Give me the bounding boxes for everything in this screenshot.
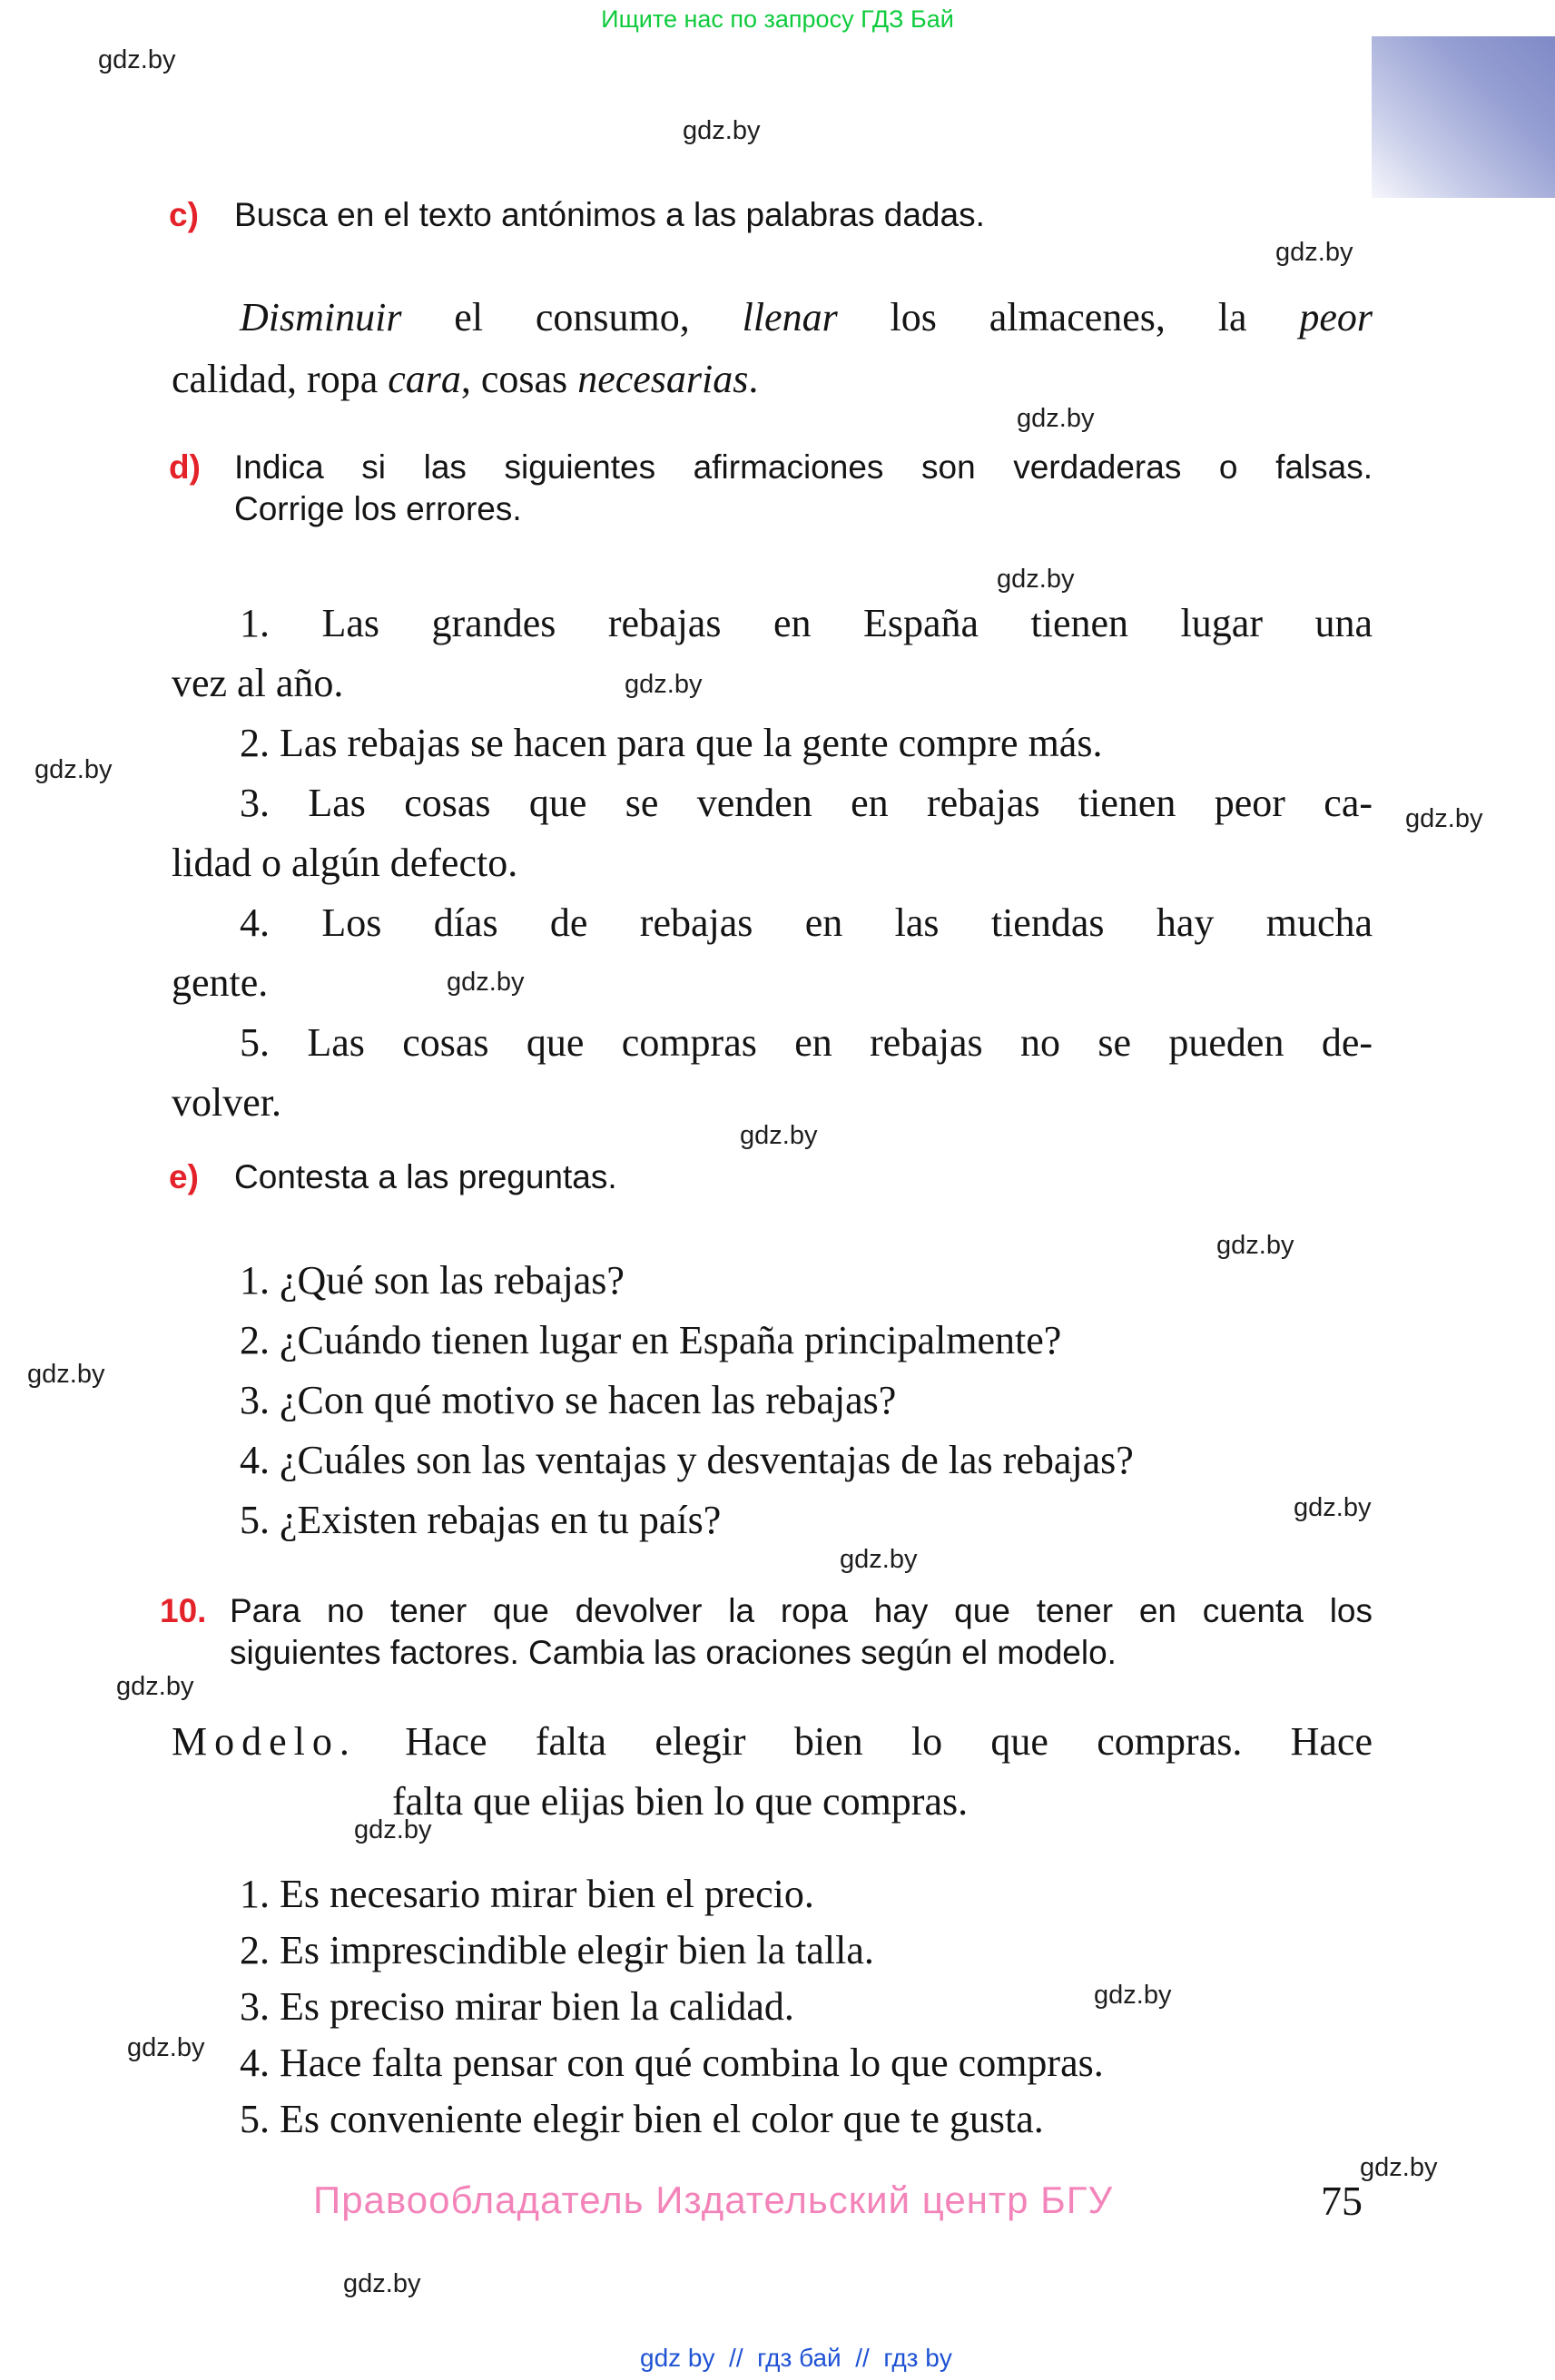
ex10-item-3: 3. Es preciso mirar bien la calidad. xyxy=(240,1984,794,2029)
gdz-watermark: gdz.by xyxy=(997,565,1075,594)
modelo-word: Modelo. xyxy=(172,1719,357,1764)
ex10-item-4: 4. Hace falta pensar con qué combina lo que compras. xyxy=(240,2041,1104,2085)
gdz-watermark: gdz.by xyxy=(840,1545,918,1574)
exercise-10-instruction-line-1: Para no tener que devolver la ropa hay que tener en cuenta los xyxy=(230,1592,1373,1629)
d-item-3-line-1: 3. Las cosas que se venden en rebajas tienen peor ca- xyxy=(240,781,1373,825)
modelo-line-2: falta que elijas bien lo que compras. xyxy=(392,1779,969,1824)
e-item-4: 4. ¿Cuáles son las ventajas y desventajas de las rebajas? xyxy=(240,1438,1134,1482)
gdz-watermark: gdz.by xyxy=(625,670,703,699)
ex10-item-5: 5. Es conveniente elegir bien el color que te gusta. xyxy=(240,2097,1044,2141)
gdz-watermark: gdz.by xyxy=(1275,238,1353,267)
gdz-watermark: gdz.by xyxy=(116,1672,194,1701)
exercise-10-instruction-line-2: siguientes factores. Cambia las oraciones según el modelo. xyxy=(230,1634,1117,1671)
exercise-10-instruction xyxy=(230,1590,1373,1674)
antonyms-line-2: calidad, ropa cara, cosas necesarias. xyxy=(172,357,759,401)
gdz-watermark: gdz.by xyxy=(34,755,113,784)
exercise-10-label: 10. xyxy=(160,1592,207,1629)
gdz-watermark: gdz.by xyxy=(127,2033,205,2062)
gdz-watermark: gdz.by xyxy=(343,2269,421,2298)
gdz-watermark: gdz.by xyxy=(354,1815,432,1844)
promo-banner-link[interactable]: Ищите нас по запросу ГДЗ Бай xyxy=(601,5,954,33)
d-item-2: 2. Las rebajas se hacen para que la gente compre más. xyxy=(240,721,1103,765)
e-item-1: 1. ¿Qué son las rebajas? xyxy=(240,1258,625,1303)
d-item-1-line-1: 1. Las grandes rebajas en España tienen lugar una xyxy=(240,601,1373,645)
e-item-5: 5. ¿Existen rebajas en tu país? xyxy=(240,1498,722,1542)
d-item-5-line-1: 5. Las cosas que compras en rebajas no se pueden de- xyxy=(240,1020,1373,1065)
gdz-watermark: gdz.by xyxy=(1017,404,1095,433)
exercise-e-list xyxy=(172,1251,1373,1550)
exercise-e-label: e) xyxy=(169,1158,199,1195)
d-item-3-line-2: lidad o algún defecto. xyxy=(172,841,518,885)
gdz-watermark: gdz.by xyxy=(740,1121,818,1150)
corner-gradient-decoration xyxy=(1372,36,1555,198)
exercise-10-list xyxy=(172,1866,1373,2148)
gdz-watermark: gdz.by xyxy=(1294,1493,1372,1522)
exercise-d-instruction-line-2: Corrige los errores. xyxy=(234,490,522,527)
page-number: 75 xyxy=(1321,2178,1363,2224)
gdz-watermark: gdz.by xyxy=(1405,804,1483,833)
exercise-d-instruction xyxy=(234,447,1373,530)
exercise-c-instruction: Busca en el texto antónimos a las palabras dadas. xyxy=(234,196,985,233)
modelo-line-1: Modelo. Hace falta elegir bien lo que compras. Hace xyxy=(172,1719,1373,1764)
e-item-3: 3. ¿Con qué motivo se hacen las rebajas? xyxy=(240,1378,897,1422)
ex10-item-2: 2. Es imprescindible elegir bien la talla. xyxy=(240,1928,874,1972)
ex10-item-1: 1. Es necesario mirar bien el precio. xyxy=(240,1872,814,1916)
bottom-links[interactable]: gdz by // гдз бай // гдз by xyxy=(640,2344,952,2372)
d-item-4-line-1: 4. Los días de rebajas en las tiendas hay mucha xyxy=(240,900,1373,945)
gdz-watermark: gdz.by xyxy=(683,116,761,145)
antonyms-line-1: Disminuir el consumo, llenar los almacenes, la peor xyxy=(240,295,1373,339)
copyright-notice: Правообладатель Издательский центр БГУ xyxy=(313,2178,1114,2221)
e-item-2: 2. ¿Cuándo tienen lugar en España principalmente? xyxy=(240,1318,1062,1362)
antonyms-paragraph xyxy=(172,287,1373,410)
exercise-d-list xyxy=(172,594,1373,1133)
gdz-watermark: gdz.by xyxy=(98,45,176,74)
gdz-watermark: gdz.by xyxy=(1360,2153,1438,2182)
d-item-5-line-2: volver. xyxy=(172,1080,281,1125)
exercise-d-label: d) xyxy=(169,448,201,486)
d-item-4-line-2: gente. xyxy=(172,960,269,1005)
d-item-1-line-2: vez al año. xyxy=(172,661,344,705)
gdz-watermark: gdz.by xyxy=(27,1360,105,1389)
gdz-watermark: gdz.by xyxy=(447,968,525,997)
modelo-block xyxy=(172,1712,1373,1832)
gdz-watermark: gdz.by xyxy=(1216,1231,1294,1260)
gdz-watermark: gdz.by xyxy=(1094,1981,1172,2010)
exercise-c-label: c) xyxy=(169,196,199,233)
exercise-d-instruction-line-1: Indica si las siguientes afirmaciones son verdaderas o falsas. xyxy=(234,448,1373,486)
exercise-e-instruction: Contesta a las preguntas. xyxy=(234,1158,617,1195)
